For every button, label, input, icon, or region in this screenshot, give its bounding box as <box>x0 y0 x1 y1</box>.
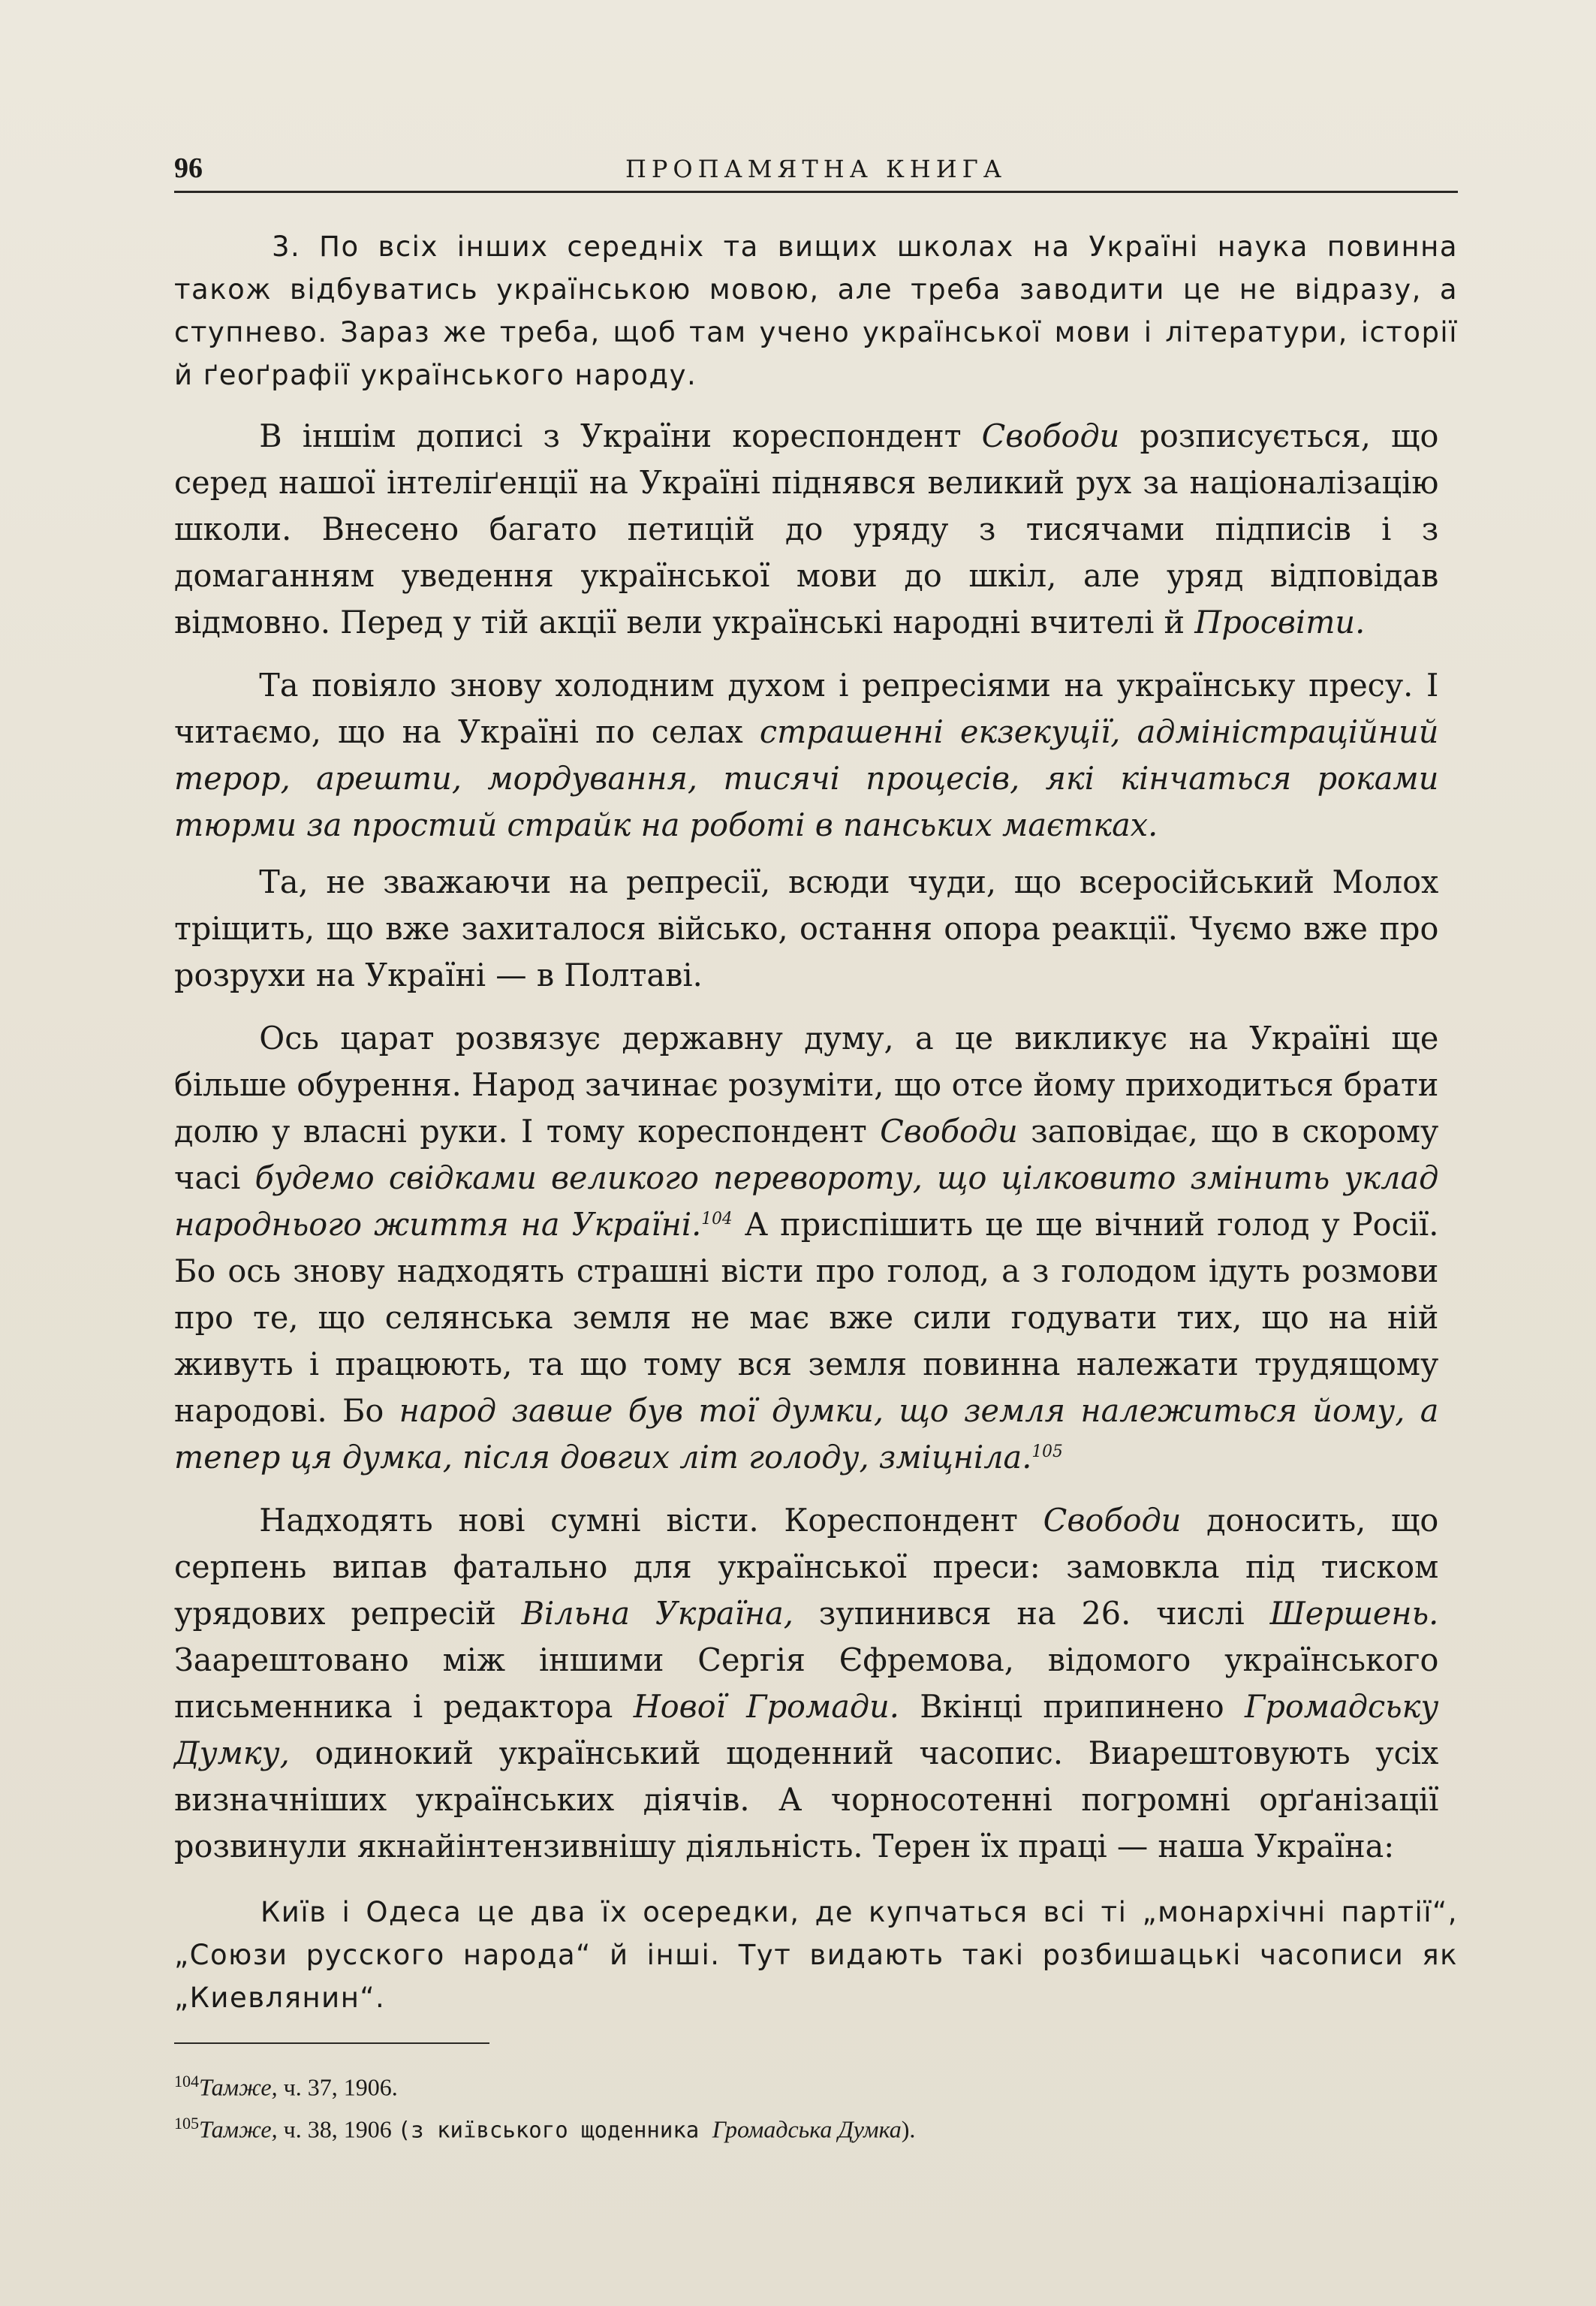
text-run: В іншім дописі з України кореспондент <box>259 417 982 454</box>
footnote-number: 104 <box>174 2072 199 2090</box>
quoted-paragraph-1: 3. По всіх інших середніх та вищих школах на Україні наука повинна також відбуватись українською мовою, але треба заводити це не відразу, а ступнево. Зараз же треба, щоб там учено української мови і літератури, історії й ґеоґрафії українського народу. <box>174 231 1458 391</box>
periodical-title: Свободи <box>880 1113 1018 1150</box>
footnote-ref: 104 <box>701 1210 733 1228</box>
periodical-title: Вільна Україна, <box>521 1595 793 1632</box>
paragraph-2 <box>174 662 1438 849</box>
footnote-number: 105 <box>174 2113 199 2133</box>
text-run: одинокий український щоденний часопис. Виарештовують усіх визначніших українських діячів. А чорносотенні погромні орґанізації розвинули якнайінтензивнішу діяльність. Терен їх праці — наша Україна: <box>174 1735 1439 1864</box>
text-run: Та повіяло знову холодним духом і репресіями на українську пресу. І читаємо, що на Україні по селах <box>174 667 1439 750</box>
quoted-paragraph-2: Київ і Одеса це два їх осередки, де купчаться всі ті „монархічні партії“, „Союзи русского народа“ й інші. Тут видають такі розбишацькі часописи як „Киевлянин“. <box>174 1896 1458 2014</box>
text-run: зупинився на 26. числі <box>793 1595 1270 1632</box>
running-title: ПРОПАМЯТНА КНИГА <box>625 155 1007 183</box>
footnote-105 <box>174 2106 1458 2148</box>
paragraph-1 <box>174 413 1438 646</box>
organization-title: Просвіти. <box>1194 604 1366 641</box>
text-run: Вкінці припинено <box>899 1688 1245 1725</box>
footnotes <box>174 2042 1458 2148</box>
footnote-text: ). <box>901 2115 916 2143</box>
italic-quote: будемо свідками великого перевороту, що цілковито змінить уклад народнього життя на Україні. <box>174 1159 1439 1243</box>
text-run: Надходять нові сумні вісти. Кореспондент <box>259 1502 1043 1539</box>
paragraph-3 <box>174 859 1438 999</box>
periodical-title: Громадську Думку, <box>174 1688 1439 1771</box>
periodical-title: Громадська Думка <box>712 2115 902 2143</box>
text-run: заповідає, що в скорому часі <box>174 1113 1439 1196</box>
footnote-text: (з київського щоденника <box>397 2117 712 2143</box>
periodical-title: Шершень. <box>1269 1595 1439 1632</box>
text-run: доносить, що серпень випав фатально для української преси: замовкла під тиском урядових репресій <box>174 1502 1439 1632</box>
paragraph-5 <box>174 1497 1438 1870</box>
text-run: Заарештовано між іншими Сергія Єфремова, відомого українського письменника і редактора <box>174 1641 1439 1725</box>
text-run: розписується, що серед нашої інтеліґенції на Україні піднявся великий рух за націоналізацію школи. Внесено багато петицій до уряду з тисячами підписів і з домаганням уведення української мови до шкіл, але уряд відповідав відмовно. Перед у тій акції вели українські народні вчителі й <box>174 417 1439 641</box>
text-run: Та, не зважаючи на репресії, всюди чуди, що всеросійський Молох тріщить, що вже захиталося військо, остання опора реакції. Чуємо вже про розрухи на Україні — в Полтаві. <box>174 864 1439 993</box>
text-run: А приспішить це ще вічний голод у Росії. Бо ось знову надходять страшні вісти про голод, а з голодом ідуть розмови про те, що селянська земля не має вже сили годувати тих, що на ній живуть і працюють, та що тому вся земля повинна належати трудящому народові. Бо <box>174 1206 1439 1429</box>
page-number: 96 <box>174 152 203 184</box>
paragraph-4 <box>174 1015 1438 1481</box>
page-body <box>174 225 1458 2019</box>
footnote-ref: 105 <box>1031 1442 1063 1461</box>
italic-quote: народ завше був тої думки, що земля належиться йому, а тепер ця думка, після довгих літ голоду, зміцніла. <box>174 1392 1439 1476</box>
footnote-source: Тамже, <box>199 2115 278 2143</box>
page-header <box>174 149 1458 193</box>
footnote-source: Тамже, <box>199 2073 278 2101</box>
footnote-text: ч. 38, 1906 <box>277 2115 398 2143</box>
text-run: Ось царат розвязує державну думу, а це викликує на Україні ще більше обурення. Народ зачинає розуміти, що отсе йому приходиться брати долю у власні руки. І тому кореспондент <box>174 1020 1439 1150</box>
periodical-title: Свободи <box>1043 1502 1182 1539</box>
italic-quote: страшенні екзекуції, адміністраційний терор, арешти, мордування, тисячі процесів, які кінчаться роками тюрми за простий страйк на роботі в панських маєтках. <box>174 713 1439 843</box>
periodical-title: Нової Громади. <box>633 1688 899 1725</box>
footnote-104 <box>174 2063 1458 2106</box>
periodical-title: Свободи <box>981 417 1120 454</box>
footnote-text: ч. 37, 1906. <box>277 2073 398 2101</box>
